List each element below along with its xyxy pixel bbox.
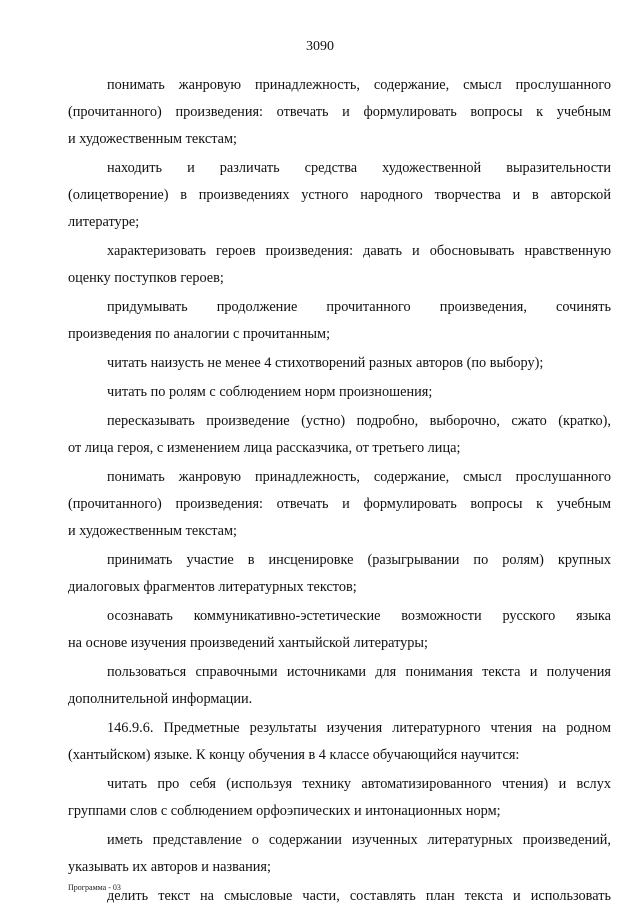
- paragraph: [68, 408, 611, 462]
- text-line: иметь представление о содержании изученных литературных произведений,: [107, 832, 611, 848]
- text-line: понимать жанровую принадлежность, содержание, смысл прослушанного: [107, 77, 611, 93]
- text-line: дополнительной информации.: [68, 691, 253, 707]
- text-line: понимать жанровую принадлежность, содержание, смысл прослушанного: [107, 469, 611, 485]
- text-line: и художественным текстам;: [68, 523, 237, 539]
- paragraph: [68, 715, 611, 769]
- text-line: (прочитанного) произведения: отвечать и формулировать вопросы к учебным: [68, 496, 611, 512]
- text-line: группами слов с соблюдением орфоэпических и интонационных норм;: [68, 803, 501, 819]
- paragraph: [68, 771, 611, 825]
- text-line: и художественным текстам;: [68, 131, 237, 147]
- text-line: диалоговых фрагментов литературных текстов;: [68, 579, 357, 595]
- paragraph: [68, 827, 611, 881]
- paragraph: [68, 547, 611, 601]
- text-line: произведения по аналогии с прочитанным;: [68, 326, 331, 342]
- paragraph: [68, 350, 611, 377]
- text-line: придумывать продолжение прочитанного произведения, сочинять: [107, 299, 611, 315]
- paragraph: [68, 72, 611, 153]
- document-body: [68, 72, 611, 910]
- footer-label: Программа - 03: [68, 883, 121, 892]
- text-line: на основе изучения произведений хантыйской литературы;: [68, 635, 428, 651]
- text-line: (олицетворение) в произведениях устного народного творчества и в авторской: [68, 187, 611, 203]
- text-line: читать наизусть не менее 4 стихотворений разных авторов (по выбору);: [107, 355, 544, 371]
- text-line: указывать их авторов и названия;: [68, 859, 271, 875]
- text-line: литературе;: [68, 214, 140, 230]
- text-line: осознавать коммуникативно-эстетические возможности русского языка: [107, 608, 611, 624]
- paragraph: [68, 155, 611, 236]
- text-line: читать про себя (используя технику автоматизированного чтения) и вслух: [107, 776, 611, 792]
- text-line: от лица героя, с изменением лица рассказчика, от третьего лица;: [68, 440, 461, 456]
- text-line: оценку поступков героев;: [68, 270, 224, 286]
- text-line: 146.9.6. Предметные результаты изучения литературного чтения на родном: [107, 720, 611, 736]
- text-line: делить текст на смысловые части, составлять план текста и использовать: [107, 888, 611, 904]
- paragraph: [68, 603, 611, 657]
- paragraph: [68, 294, 611, 348]
- paragraph: [68, 659, 611, 713]
- text-line: принимать участие в инсценировке (разыгрывании по ролям) крупных: [107, 552, 611, 568]
- text-line: (прочитанного) произведения: отвечать и формулировать вопросы к учебным: [68, 104, 611, 120]
- paragraph: [68, 464, 611, 545]
- text-line: пользоваться справочными источниками для понимания текста и получения: [107, 664, 611, 680]
- page-number: 3090: [306, 39, 334, 54]
- paragraph: [68, 883, 611, 910]
- paragraph: [68, 379, 611, 406]
- text-line: читать по ролям с соблюдением норм произношения;: [107, 384, 433, 400]
- text-line: пересказывать произведение (устно) подробно, выборочно, сжато (кратко),: [107, 413, 611, 429]
- text-line: (хантыйском) языке. К концу обучения в 4 классе обучающийся научится:: [68, 747, 520, 763]
- text-line: характеризовать героев произведения: давать и обосновывать нравственную: [107, 243, 611, 259]
- text-line: находить и различать средства художественной выразительности: [107, 160, 611, 176]
- paragraph: [68, 238, 611, 292]
